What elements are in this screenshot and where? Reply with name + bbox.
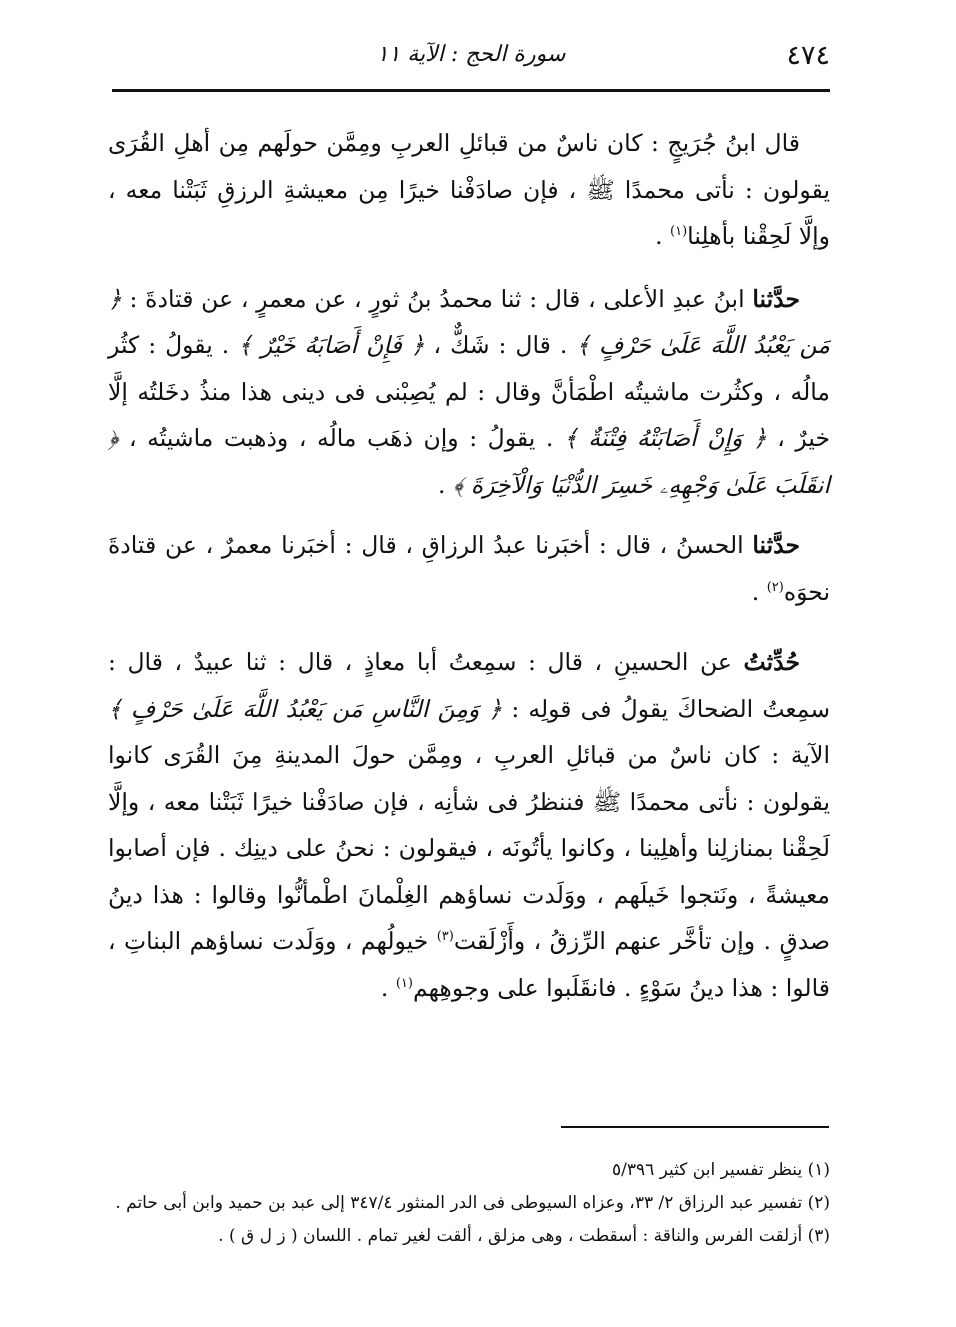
header-rule — [112, 89, 830, 92]
quran-quote: ﴿ وَمِنَ النَّاسِ مَن يَعْبُدُ اللَّهَ عَلَىٰ حَرْفٍ ﴾ — [108, 694, 503, 723]
quran-quote: ﴿ انقَلَبَ عَلَىٰ وَجْهِهِۦ خَسِرَ الدُّنْيَا وَالْآخِرَةَ ﴾ — [108, 424, 830, 499]
quran-quote: ﴿ وَإِنْ أَصَابَتْهُ فِتْنَةٌ ﴾ — [563, 424, 767, 452]
paragraph — [108, 639, 830, 1011]
text-run: الحسنُ ، قال : أخبَرنا عبدُ الرزاقِ ، قال : أخبَرنا معمرٌ ، عن قتادةَ نحوَه — [108, 531, 830, 606]
text-run: ابنُ عبدِ الأعلى ، قال : ثنا محمدُ بنُ ثورٍ ، عن معمرٍ ، عن قتادةَ : — [121, 284, 753, 313]
footnote-marker: (٢) — [766, 579, 784, 595]
isnad-lead: حدَّثنا — [752, 531, 800, 559]
footnote-marker: (١) — [395, 975, 413, 991]
text-run: . يقولُ : وإن ذهَب مالُه ، وذهبت ماشيتُه ، — [118, 424, 564, 452]
footnotes — [108, 1154, 830, 1253]
text-run: . — [380, 973, 396, 1002]
text-run: . يقولُ : كثُر مالُه ، وكثُرت ماشيتُه اطْمَأنَّ وقال : لم يُصِبْنى فى دينى هذا منذُ دخَلتُه إلَّا خيرٌ ، — [108, 331, 831, 452]
footnote-1: (١) ينظر تفسير ابن كثير ٥/٣٩٦ — [611, 1160, 830, 1180]
paragraph — [108, 276, 830, 509]
paragraph — [108, 522, 830, 615]
page-header — [112, 38, 830, 86]
text-run: خيولُهم ، ووَلَدت نساؤهم البناتِ ، قالوا : هذا دينُ سَوْءٍ . فانقَلَبوا على وجوهِهم — [108, 927, 830, 1002]
page-number: ٤٧٤ — [786, 40, 830, 71]
text-run: . — [655, 222, 671, 250]
text-run: . قال : شَكٌّ ، — [424, 331, 577, 359]
footnote-marker: (١) — [670, 224, 688, 240]
text-run: عن الحسينِ ، قال : سمِعتُ أبا معاذٍ ، قال : ثنا عبيدٌ ، قال : سمِعتُ الضحاكَ يقولُ فى قولِه : — [108, 648, 831, 723]
text-run: . — [751, 577, 767, 606]
paragraph — [108, 120, 830, 260]
text-run: قال ابنُ جُرَيجٍ : كان ناسٌ من قبائلِ العربِ ومِمَّن حولَهم مِن أهلِ القُرَى يقولون : نأتى محمدًا ﷺ ، فإن صادَفْنا خيرًا مِن معيشةِ الرزقِ ثَبَتْنا معه ، وإلَّا لَحِقْنا بأهلِنا — [108, 129, 830, 250]
footnote-separator — [561, 1126, 829, 1128]
footnote-marker: (٣) — [436, 929, 454, 945]
footnote-3: (٣) أزلقت الفرس والناقة : أسقطت ، وهى مزلق ، ألقت لغير تمام . اللسان ( ز ل ق ) . — [218, 1226, 830, 1246]
running-head: سورة الحج : الآية ١١ — [376, 42, 566, 67]
quran-quote: ﴿ فَإِنْ أَصَابَهُ خَيْرٌ ﴾ — [238, 331, 425, 359]
text-run: الآية : كان ناسٌ من قبائلِ العربِ ، ومِمَّن حولَ المدينةِ مِنَ القُرَى كانوا يقولون : نأتى محمدًا ﷺ فننظرُ فى شأنِه ، فإن صادَفْنا خيرًا ثَبَتْنا معه ، وإلَّا لَحِقْنا بمنازلِنا وأهلِينا ، وكانوا يأتُونَه ، فيقولون : نحنُ على دينِك . فإن أصابوا معيشةً ، ونَتجوا خَيلَهم ، ووَلَدت نساؤهم الغِلْمانَ اطْمأنُّوا وقالوا : هذا دينُ صدقٍ . وإن تأخَّر عنهم الرِّزقُ ، وأَزْلَقت — [108, 741, 830, 955]
text-run: . — [438, 470, 453, 499]
isnad-lead: حُدِّثتُ — [743, 648, 800, 676]
main-text — [108, 120, 830, 1034]
quran-quote: ﴿ مَن يَعْبُدُ اللَّهَ عَلَىٰ حَرْفٍ ﴾ — [108, 284, 830, 359]
footnote-2: (٢) تفسير عبد الرزاق ٢/ ٣٣، وعزاه السيوطى فى الدر المنثور ٣٤٧/٤ إلى عبد بن حميد وابن أبى حاتم . — [115, 1193, 830, 1213]
isnad-lead: حدَّثنا — [752, 284, 800, 313]
